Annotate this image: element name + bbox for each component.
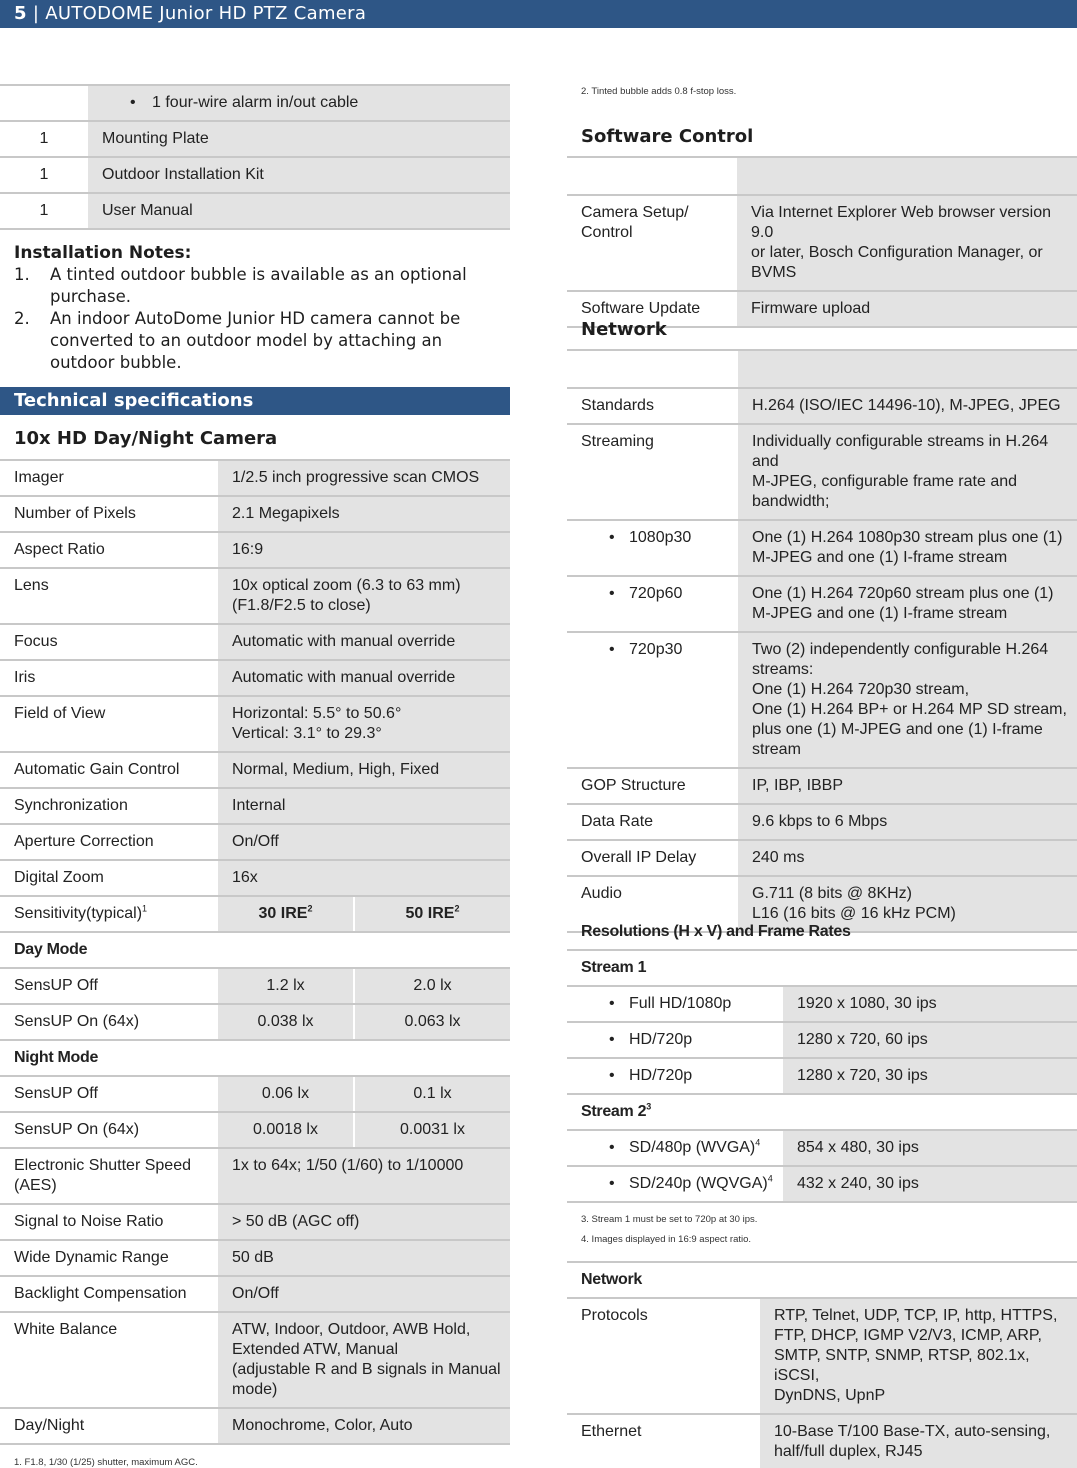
- table-row: Software Update Firmware upload: [567, 291, 1077, 327]
- table-row: Number of Pixels 2.1 Megapixels: [0, 496, 510, 532]
- footnote-4: 4. Images displayed in 16:9 aspect ratio.: [581, 1234, 752, 1245]
- table-row: SensUP On (64x) 0.038 lx 0.063 lx: [0, 1004, 510, 1040]
- footnote-1: 1. F1.8, 1/30 (1/25) shutter, maximum AGC.: [14, 1457, 198, 1468]
- installation-notes: [0, 242, 510, 374]
- table-row: Synchronization Internal: [0, 788, 510, 824]
- resolutions-title-row: Resolutions (H x V) and Frame Rates: [567, 915, 1077, 950]
- table-row: Camera Setup/ Control Via Internet Explorer Web browser version 9.0 or later, Bosch Configuration Manager, or BVMS: [567, 195, 1077, 291]
- sensitivity-header-row: Sensitivity(typical)$^1$ 30 IRE$^2$ 50 IRE$^2$: [0, 896, 510, 932]
- item-cell: • 1 four-wire alarm in/out cable: [88, 85, 510, 121]
- network-title: Network: [581, 319, 667, 340]
- table-row: Protocols RTP, Telnet, UDP, TCP, IP, http, HTTPS, FTP, DHCP, IGMP V2/V3, ICMP, ARP, SMTP, SNTP, SNMP, RTSP, 802.1x, iSCSI, DynDNS, UpnP: [567, 1298, 1077, 1414]
- table-row: Backlight Compensation On/Off: [0, 1276, 510, 1312]
- parts-table: [0, 84, 510, 230]
- camera-section-title: 10x HD Day/Night Camera: [14, 428, 278, 449]
- table-row: Electronic Shutter Speed (AES) 1x to 64x; 1/50 (1/60) to 1/10000: [0, 1148, 510, 1204]
- item-cell: User Manual: [88, 193, 510, 229]
- table-row: Lens 10x optical zoom (6.3 to 63 mm) (F1.8/F2.5 to close): [0, 568, 510, 624]
- qty-cell: 1: [0, 193, 88, 229]
- table-row: GOP Structure IP, IBP, IBBP: [567, 768, 1077, 804]
- resolutions-table: [567, 915, 1077, 1203]
- table-row: [0, 85, 510, 121]
- table-row: Signal to Noise Ratio > 50 dB (AGC off): [0, 1204, 510, 1240]
- table-row: Focus Automatic with manual override: [0, 624, 510, 660]
- table-row: Aperture Correction On/Off: [0, 824, 510, 860]
- table-row: • SD/240p (WQVGA)$^4$ 432 x 240, 30 ips: [567, 1166, 1077, 1202]
- header-separator: |: [32, 3, 40, 24]
- table-row: [567, 157, 1077, 195]
- qty-cell: [0, 85, 88, 121]
- table-row: Audio G.711 (8 bits @ 8KHz) L16 (16 bits @ 16 kHz PCM): [567, 876, 1077, 932]
- table-row: • 1080p30 One (1) H.264 1080p30 stream plus one (1) M-JPEG and one (1) I-frame stream: [567, 520, 1077, 576]
- table-row: [0, 121, 510, 157]
- table-row: • HD/720p 1280 x 720, 30 ips: [567, 1058, 1077, 1094]
- table-row: Imager 1/2.5 inch progressive scan CMOS: [0, 460, 510, 496]
- list-item: 2. An indoor AutoDome Junior HD camera cannot be converted to an outdoor model by attaching an outdoor bubble.: [14, 309, 461, 372]
- tech-specs-header: Technical specifications: [0, 387, 510, 415]
- table-row: • 720p60 One (1) H.264 720p60 stream plus one (1) M-JPEG and one (1) I-frame stream: [567, 576, 1077, 632]
- table-row: • 720p30 Two (2) independently configurable H.264 streams: One (1) H.264 720p30 stream, One (1) H.264 BP+ or H.264 MP SD stream, plus one (1) M-JPEG and one (1) I-frame stream: [567, 632, 1077, 768]
- table-row: Streaming Individually configurable streams in H.264 and M-JPEG, configurable frame rate and bandwidth;: [567, 424, 1077, 520]
- table-row: Automatic Gain Control Normal, Medium, High, Fixed: [0, 752, 510, 788]
- table-row: Digital Zoom 16x: [0, 860, 510, 896]
- software-control-title: Software Control: [581, 126, 754, 147]
- qty-cell: 1: [0, 121, 88, 157]
- table-row: Wide Dynamic Range 50 dB: [0, 1240, 510, 1276]
- software-table: [567, 156, 1077, 328]
- footnote-3: 3. Stream 1 must be set to 720p at 30 ips.: [581, 1214, 758, 1225]
- stream2-title-row: Stream $2^3$: [567, 1094, 1077, 1130]
- footnote-2: 2. Tinted bubble adds 0.8 f-stop loss.: [581, 86, 737, 97]
- qty-cell: 1: [0, 157, 88, 193]
- page-number: 5: [14, 3, 27, 24]
- table-row: • SD/480p (WVGA)$^4$ 854 x 480, 30 ips: [567, 1130, 1077, 1166]
- table-row: SensUP Off 0.06 lx 0.1 lx: [0, 1076, 510, 1112]
- day-mode-row: Day Mode: [0, 932, 510, 968]
- table-row: [0, 193, 510, 229]
- network2-title-row: Network: [567, 1262, 1077, 1298]
- table-row: • Full HD/1080p 1920 x 1080, 30 ips: [567, 986, 1077, 1022]
- table-row: SensUP On (64x) 0.0018 lx 0.0031 lx: [0, 1112, 510, 1148]
- table-row: [567, 350, 1077, 388]
- network-table: [567, 349, 1077, 933]
- network2-table: [567, 1261, 1077, 1468]
- table-row: Field of View Horizontal: 5.5° to 50.6° Vertical: 3.1° to 29.3°: [0, 696, 510, 752]
- item-cell: Outdoor Installation Kit: [88, 157, 510, 193]
- camera-spec-table: [0, 459, 510, 1445]
- table-row: White Balance ATW, Indoor, Outdoor, AWB Hold, Extended ATW, Manual (adjustable R and B signals in Manual mode): [0, 1312, 510, 1408]
- table-row: Ethernet 10-Base T/100 Base-TX, auto-sensing, half/full duplex, RJ45: [567, 1414, 1077, 1468]
- table-row: Data Rate 9.6 kbps to 6 Mbps: [567, 804, 1077, 840]
- table-row: Standards H.264 (ISO/IEC 14496-10), M-JPEG, JPEG: [567, 388, 1077, 424]
- document-title: AUTODOME Junior HD PTZ Camera: [45, 3, 367, 24]
- table-row: Aspect Ratio 16:9: [0, 532, 510, 568]
- notes-title: Installation Notes:: [14, 243, 192, 263]
- table-row: SensUP Off 1.2 lx 2.0 lx: [0, 968, 510, 1004]
- table-row: Iris Automatic with manual override: [0, 660, 510, 696]
- table-row: • HD/720p 1280 x 720, 60 ips: [567, 1022, 1077, 1058]
- list-item: 1. A tinted outdoor bubble is available as an optional purchase.: [14, 265, 467, 306]
- stream1-title-row: Stream 1: [567, 950, 1077, 986]
- table-row: Day/Night Monochrome, Color, Auto: [0, 1408, 510, 1444]
- table-row: Overall IP Delay 240 ms: [567, 840, 1077, 876]
- table-row: [0, 157, 510, 193]
- item-cell: Mounting Plate: [88, 121, 510, 157]
- page-header: [0, 0, 1077, 28]
- night-mode-row: Night Mode: [0, 1040, 510, 1076]
